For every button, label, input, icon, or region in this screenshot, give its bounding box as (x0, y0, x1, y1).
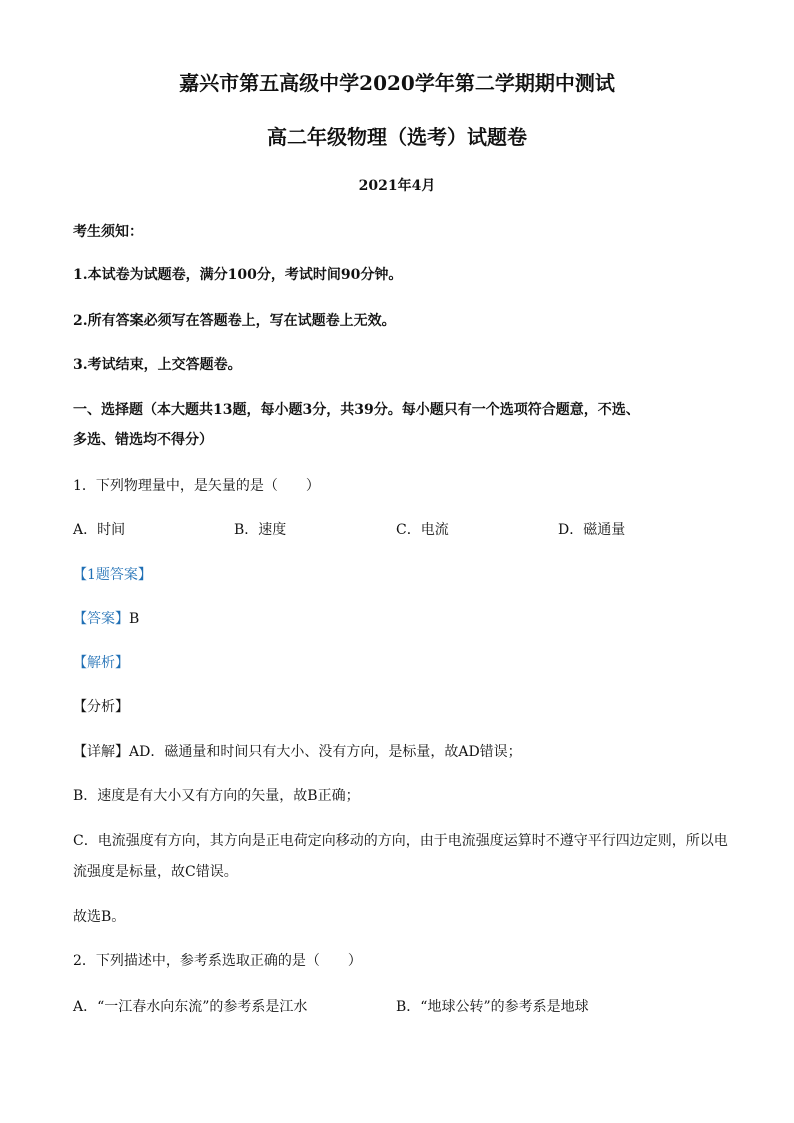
notice-item-1: 1.本试卷为试题卷，满分100分，考试时间90分钟。 (73, 267, 403, 283)
detail-text: AD．磁通量和时间只有大小、没有方向，是标量，故AD错误； (129, 744, 522, 760)
question-1-option-a: A．时间 (73, 522, 126, 538)
section-heading-line-2: 多选、错选均不得分） (73, 432, 213, 448)
question-2-option-a: A．“一江春水向东流”的参考系是江水 (73, 999, 308, 1015)
detail-line (73, 742, 522, 762)
fenxi-label: 【分析】 (73, 699, 129, 715)
question-2-option-b: B．“地球公转”的参考系是地球 (396, 999, 589, 1015)
detail-label: 【详解】 (73, 744, 129, 760)
question-1-option-d: D．磁通量 (558, 522, 626, 538)
option-b-explanation: B．速度是有大小又有方向的矢量，故B正确； (73, 788, 360, 804)
answer-value: B (129, 611, 140, 627)
conclusion: 故选B。 (73, 909, 126, 925)
exam-date: 2021年4月 (358, 178, 436, 194)
option-c-explanation-2: 流强度是标量，故C错误。 (73, 864, 238, 880)
notice-item-3: 3.考试结束，上交答题卷。 (73, 357, 242, 373)
answer-line (73, 609, 139, 629)
notice-heading: 考生须知： (73, 224, 143, 240)
question-2-stem: 2．下列描述中，参考系选取正确的是（ ） (73, 953, 362, 969)
question-1-stem: 1．下列物理量中，是矢量的是（ ） (73, 478, 320, 494)
analysis-label: 【解析】 (73, 655, 129, 671)
exam-title: 嘉兴市第五高级中学2020学年第二学期期中测试 (179, 71, 615, 95)
answer-label: 【答案】 (73, 611, 129, 627)
section-heading-line-1: 一、选择题（本大题共13题，每小题3分，共39分。每小题只有一个选项符合题意，不选、 (73, 402, 640, 418)
question-1-option-c: C．电流 (396, 522, 449, 538)
notice-item-2: 2.所有答案必须写在答题卷上，写在试题卷上无效。 (73, 313, 396, 329)
option-c-explanation-1: C．电流强度有方向，其方向是正电荷定向移动的方向，由于电流强度运算时不遵守平行四边定则，所以电 (73, 833, 728, 849)
exam-subtitle: 高二年级物理（选考）试题卷 (267, 125, 527, 149)
question-1-option-b: B．速度 (234, 522, 287, 538)
answer-tag: 【1题答案】 (73, 567, 152, 583)
